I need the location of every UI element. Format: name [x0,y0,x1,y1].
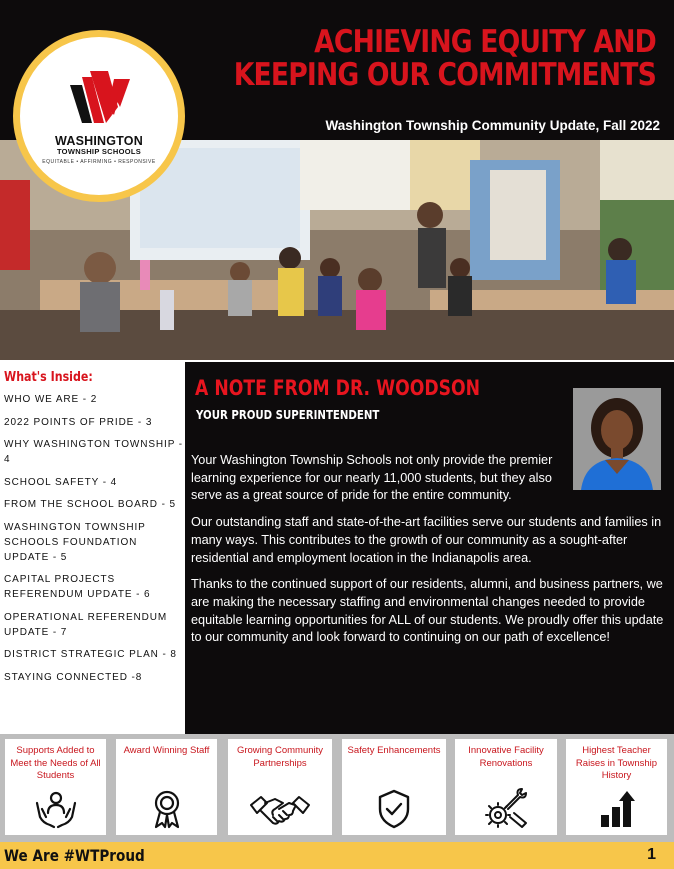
toc-item: 2022 POINTS OF PRIDE - 3 [4,416,153,428]
superintendent-note [185,362,674,734]
footer-tagline: We Are #WTProud [4,846,145,865]
feature-highlights [0,734,674,842]
issue-subhead: Washington Township Community Update, Fall 2022 [325,118,660,133]
feature-card-supports [5,739,106,835]
district-logo [13,30,185,202]
toc-item: FROM THE SCHOOL BOARD - 5 [4,499,176,510]
feature-label: Highest Teacher Raises in Township History [575,745,658,781]
toc-item: CAPITAL PROJECTS REFERENDUM UPDATE - 6 [4,574,151,600]
page-number: 1 [647,846,656,863]
feature-card-award [116,739,217,835]
headline-line-2: KEEPING OUR COMMITMENTS [233,57,656,93]
feature-card-partnerships [228,739,332,835]
whats-inside-title: What's Inside: [4,370,93,385]
toc-item: WASHINGTON TOWNSHIP SCHOOLS FOUNDATION UPDATE - 5 [4,521,146,563]
w-mark-icon [68,71,132,131]
award-ribbon-icon [149,789,185,829]
headline [234,26,656,92]
logo-subname: TOWNSHIP SCHOOLS [56,147,142,156]
note-paragraph: Our outstanding staff and state-of-the-art facilities serve our students and families in many ways. This contributes to the growth of our community as a sought-after residential and employment location in the Indianapolis area. [191,515,662,565]
wrench-gear-icon [484,787,528,829]
toc-item: WHO WE ARE - 2 [4,394,98,405]
toc-item: DISTRICT STRATEGIC PLAN - 8 [4,649,177,660]
table-of-contents [4,392,184,692]
note-title: A NOTE FROM DR. WOODSON [195,376,481,400]
shield-check-icon [377,789,411,829]
hands-person-icon [34,789,78,829]
note-body [191,452,671,656]
feature-label: Award Winning Staff [123,745,210,756]
feature-card-raises [566,739,667,835]
note-paragraph: Thanks to the continued support of our residents, alumni, and business partners, we are making the necessary staffing and environmental changes needed to provide equitable learning opportunities for ALL of our students. We proudly offer this update to our community and look forward to continuing on our path of excellence! [191,577,664,645]
feature-label: Supports Added to Meet the Needs of All Students [10,745,101,781]
whats-inside-sidebar [0,362,185,734]
toc-item: STAYING CONNECTED -8 [4,671,143,683]
feature-label: Safety Enhancements [347,745,441,756]
toc-item: OPERATIONAL REFERENDUM UPDATE - 7 [4,611,168,638]
feature-card-safety [342,739,446,835]
toc-item: WHY WASHINGTON TOWNSHIP - 4 [4,439,183,465]
feature-card-renovations [455,739,557,835]
feature-label: Innovative Facility Renovations [468,745,544,769]
page-footer [0,842,674,869]
feature-label: Growing Community Partnerships [236,745,324,769]
logo-tagline: EQUITABLE • AFFIRMING • RESPONSIVE [42,159,156,165]
toc-item: SCHOOL SAFETY - 4 [4,476,118,488]
bar-chart-arrow-icon [597,789,637,829]
headline-line-1: ACHIEVING EQUITY AND [314,24,656,60]
note-subtitle: YOUR PROUD SUPERINTENDENT [196,408,380,422]
logo-name: WASHINGTON [55,134,143,148]
note-paragraph: Your Washington Township Schools not only provide the premier learning experience for our nearly 11,000 students, but they also serve as a great source of pride for the entire community. [191,453,553,503]
handshake-icon [249,791,311,829]
